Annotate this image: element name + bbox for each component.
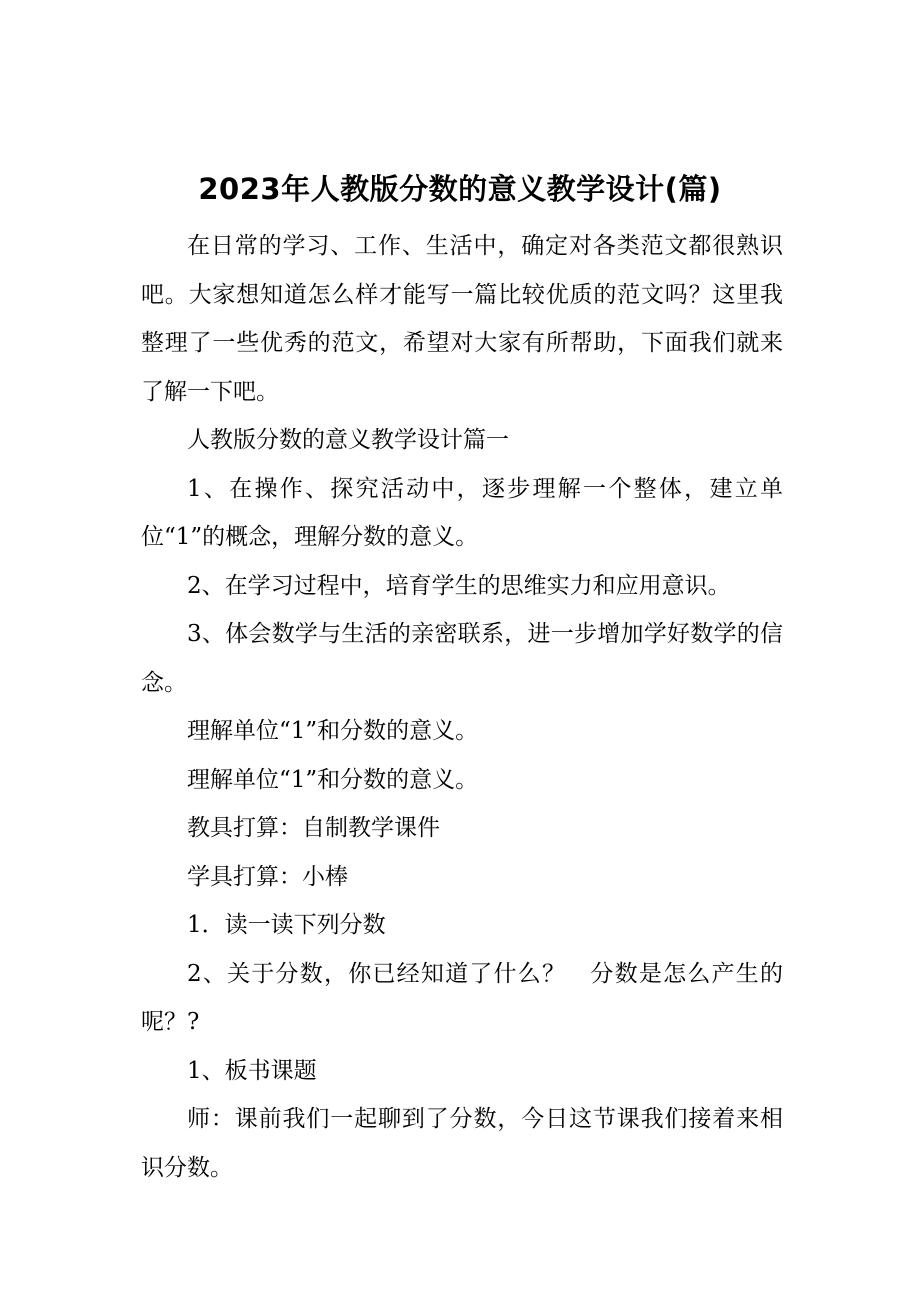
key-point: 理解单位“1”和分数的意义。 (187, 718, 479, 744)
teacher-dialogue: 师：课前我们一起聊到了分数，今日这节课我们接着来相识分数。 (141, 1106, 783, 1181)
objective-3: 3、体会数学与生活的亲密联系，进一步增加学好数学的信念。 (141, 621, 783, 696)
learning-aids: 学具打算：小棒 (187, 863, 348, 890)
document-title: 2023年人教版分数的意义教学设计(篇) (198, 172, 722, 207)
intro-paragraph: 在日常的学习、工作、生活中，确定对各类范文都很熟识吧。大家想知道怎么样才能写一篇比较优质的范文吗？这里我整理了一些优秀的范文，希望对大家有所帮助，下面我们就来了解一下吧。 (141, 233, 783, 405)
difficult-point: 理解单位“1”和分数的意义。 (187, 766, 479, 793)
objective-1: 1、在操作、探究活动中，逐步理解一个整体，建立单位“1”的概念，理解分数的意义。 (141, 475, 783, 550)
teaching-aids: 教具打算：自制教学课件 (187, 815, 440, 841)
section-heading: 人教版分数的意义教学设计篇一 (187, 427, 509, 453)
step-read-fractions: 1．读一读下列分数 (187, 912, 386, 938)
document-body (141, 222, 783, 1192)
step-board-title: 1、板书课题 (187, 1057, 317, 1084)
step-about-fractions: 2、关于分数，你已经知道了什么？ 分数是怎么产生的呢？? (141, 960, 783, 1035)
objective-2: 2、在学习过程中，培育学生的思维实力和应用意识。 (187, 572, 731, 599)
